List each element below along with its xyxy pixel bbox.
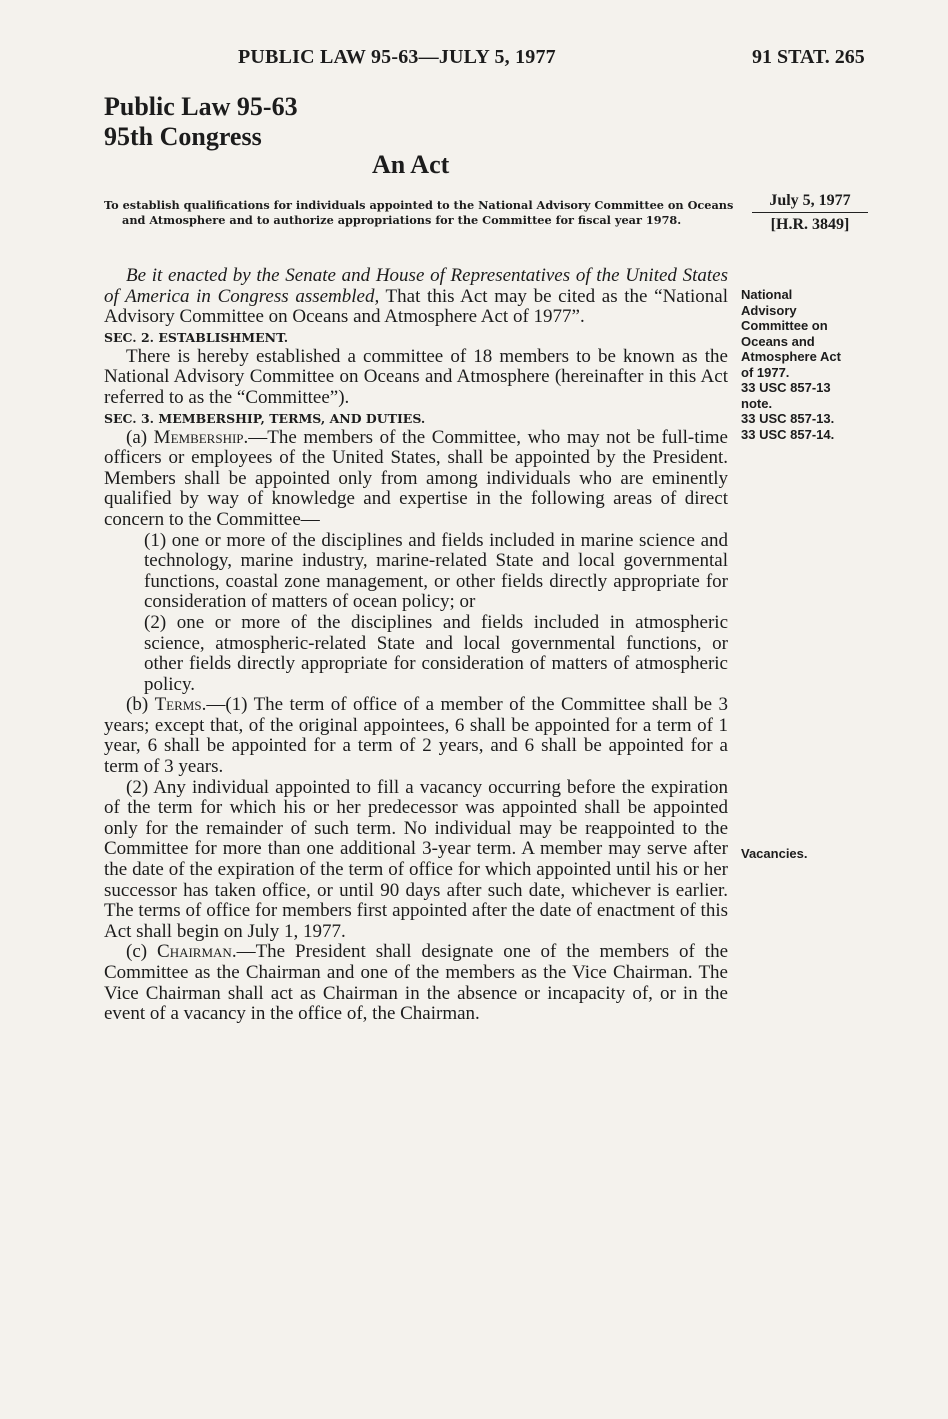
statute-citation: 91 STAT. 265 [752, 46, 865, 68]
short-title-text: That this Act may be cited as the “National Advisory Committee on Oceans and Atmosphere Act of 1977”. [104, 285, 728, 328]
margin-note-line: of 1977. [741, 364, 790, 380]
margin-note-line: Oceans and [741, 333, 815, 349]
subsection-c-caption: Chairman [157, 941, 232, 963]
margin-note-line: Atmosphere Act [741, 349, 841, 364]
enacting-clause: Be it enacted by the Senate and House of Representatives of the United States of America in Congress assembled, [104, 265, 728, 307]
margin-note-line: Advisory [741, 302, 797, 318]
congress-number: 95th Congress [104, 122, 262, 151]
margin-note-line: 33 USC 857-13. [741, 411, 835, 426]
enactment-date: July 5, 1977 [752, 192, 868, 213]
margin-note-citations [741, 287, 881, 442]
enacting-paragraph [104, 266, 728, 328]
bill-number: [H.R. 3849] [770, 216, 850, 233]
date-box [752, 192, 868, 234]
subsection-b: (b) Terms.—(1) The term of office of a member of the Committee shall be 3 years; except that, of the original appointees, 6 shall be appointed for a term of 1 year, 6 shall be appointed for a term of 2 years, and 6 shall be appointed for a term of 3 years. [104, 694, 728, 778]
section-2-heading: SEC. 2. ESTABLISHMENT. [104, 329, 289, 345]
margin-note-line: 33 USC 857-14. [741, 426, 835, 442]
running-head: PUBLIC LAW 95-63—JULY 5, 1977 [238, 46, 556, 68]
margin-note-line: National [741, 287, 793, 302]
subsection-a: (a) Membership.—The members of the Committee, who may not be full-time officers or employees of the United States, shall be appointed by the President. Members shall be appointed only from among individuals who are eminently qualified by way of knowledge and expertise in the following areas of direct concern to the Committee— [104, 426, 728, 530]
list-item: (1) one or more of the disciplines and fields included in marine science and technology, marine industry, marine-related State and local governmental functions, coastal zone management, or other fields directly appropriate for consideration of matters of ocean policy; or [144, 529, 728, 613]
purpose-statement: To establish qualifications for individuals appointed to the National Advisory Committee on Oceans and Atmosphere and to authorize appropriations for the Committee for fiscal year 1978. [104, 198, 734, 227]
margin-note-line: 33 USC 857-13 [741, 380, 831, 395]
margin-note-line: Committee on [741, 318, 828, 333]
act-heading: An Act [372, 150, 450, 179]
public-law-block [104, 92, 298, 152]
section-2-text: There is hereby established a committee of 18 members to be known as the National Advisory Committee on Oceans and Atmosphere (hereinafter in this Act referred to as the “Committee”). [104, 345, 728, 408]
margin-note-vacancies: Vacancies. [741, 846, 808, 861]
subsection-c: (c) Chairman.—The President shall designate one of the members of the Committee as the Chairman and one of the members as the Vice Chairman. The Vice Chairman shall act as Chairman in the absence or incapacity of, or in the event of a vacancy in the office of, the Chairman. [104, 941, 729, 1025]
subsection-b-2: (2) Any individual appointed to fill a vacancy occurring before the expiration of the term for which his or her predecessor was appointed shall be appointed only for the remainder of such term. No individual may be reappointed to the Committee for more than one additional 3-year term. A member may serve after the date of the expiration of the term of office for which appointed until his or her successor has taken office, or until 90 days after such date, whichever is earlier. The terms of office for members first appointed after the date of enactment of this Act shall begin on July 1, 1977. [104, 776, 728, 942]
list-item: (2) one or more of the disciplines and fields included in atmospheric science, atmospheric-related State and local governmental functions, or other fields directly appropriate for consideration of matters of atmospheric policy. [144, 611, 728, 695]
margin-note-line: note. [741, 395, 773, 411]
subsection-a-caption: Membership [153, 426, 244, 448]
subsection-b-caption: Terms [154, 694, 202, 716]
section-3-heading: SEC. 3. MEMBERSHIP, TERMS, AND DUTIES. [104, 410, 426, 426]
act-body [104, 266, 728, 1025]
public-law-number: Public Law 95-63 [104, 92, 298, 121]
